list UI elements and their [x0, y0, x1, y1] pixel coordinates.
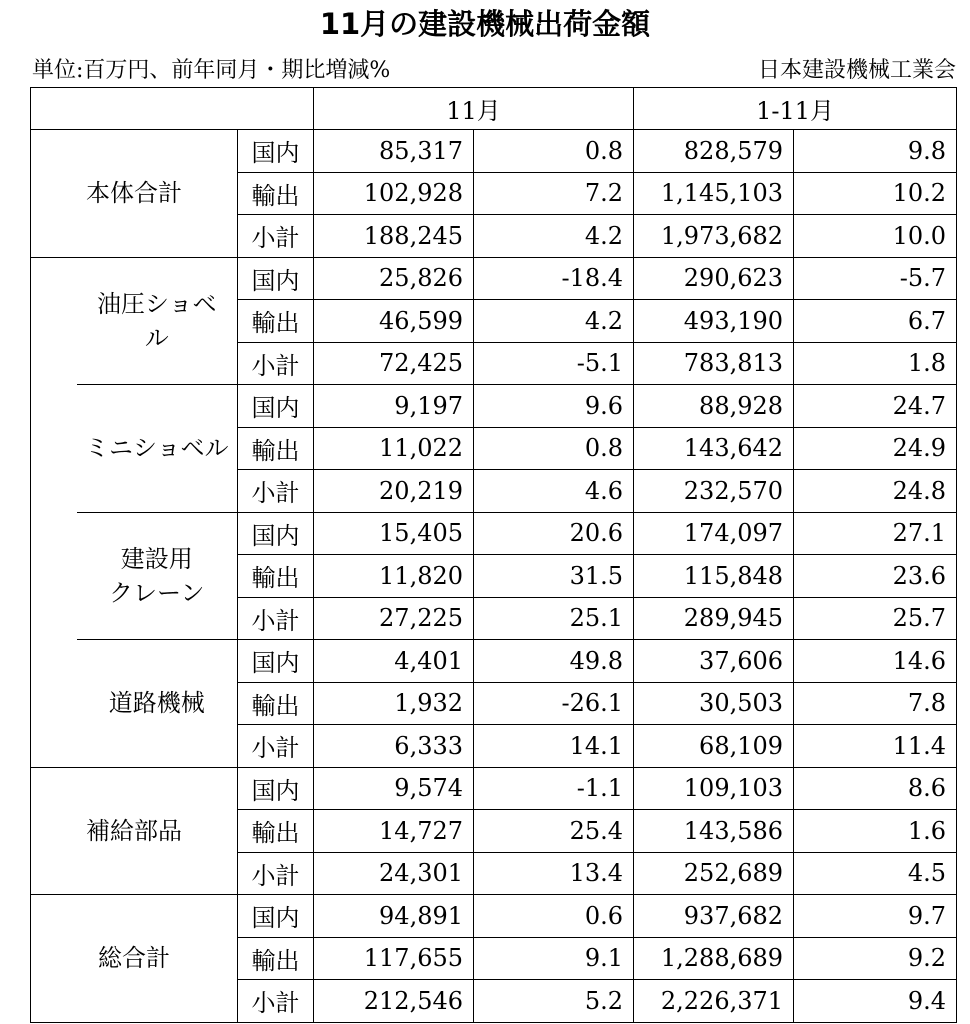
change-cumulative: 11.4	[794, 725, 957, 768]
change-cumulative: 6.7	[794, 300, 957, 343]
value-cumulative: 68,109	[634, 725, 794, 768]
type-cell: 輸出	[238, 427, 314, 470]
value-cumulative: 174,097	[634, 512, 794, 555]
table-row	[31, 512, 957, 555]
organization-name: 日本建設機械工業会	[757, 58, 956, 83]
change-month: 9.1	[474, 937, 634, 980]
change-cumulative: 9.7	[794, 895, 957, 938]
value-month: 188,245	[314, 215, 474, 258]
indent-cell	[31, 385, 77, 513]
header-month: 11月	[314, 88, 634, 130]
table-row	[31, 257, 957, 300]
change-month: 13.4	[474, 852, 634, 895]
change-month: 4.6	[474, 470, 634, 513]
value-cumulative: 232,570	[634, 470, 794, 513]
value-month: 11,022	[314, 427, 474, 470]
type-cell: 小計	[238, 470, 314, 513]
change-month: 0.8	[474, 427, 634, 470]
change-month: 20.6	[474, 512, 634, 555]
change-cumulative: 10.2	[794, 172, 957, 215]
value-cumulative: 783,813	[634, 342, 794, 385]
type-cell: 輸出	[238, 810, 314, 853]
value-cumulative: 143,642	[634, 427, 794, 470]
change-cumulative: 14.6	[794, 640, 957, 683]
value-cumulative: 143,586	[634, 810, 794, 853]
value-month: 4,401	[314, 640, 474, 683]
value-month: 15,405	[314, 512, 474, 555]
table-row	[31, 385, 957, 428]
type-cell: 小計	[238, 852, 314, 895]
change-cumulative: 10.0	[794, 215, 957, 258]
change-month: -5.1	[474, 342, 634, 385]
change-cumulative: 24.7	[794, 385, 957, 428]
table-row	[31, 767, 957, 810]
value-month: 14,727	[314, 810, 474, 853]
value-month: 6,333	[314, 725, 474, 768]
change-cumulative: 24.8	[794, 470, 957, 513]
change-cumulative: 9.4	[794, 980, 957, 1023]
type-cell: 輸出	[238, 300, 314, 343]
type-cell: 国内	[238, 767, 314, 810]
change-month: 25.4	[474, 810, 634, 853]
change-month: 0.8	[474, 130, 634, 173]
value-month: 85,317	[314, 130, 474, 173]
change-month: 49.8	[474, 640, 634, 683]
type-cell: 国内	[238, 257, 314, 300]
value-month: 20,219	[314, 470, 474, 513]
change-month: 7.2	[474, 172, 634, 215]
type-cell: 輸出	[238, 172, 314, 215]
type-cell: 小計	[238, 725, 314, 768]
value-month: 9,574	[314, 767, 474, 810]
value-cumulative: 1,973,682	[634, 215, 794, 258]
value-month: 94,891	[314, 895, 474, 938]
value-month: 46,599	[314, 300, 474, 343]
type-cell: 国内	[238, 385, 314, 428]
group-name: 道路機械	[77, 640, 238, 768]
type-cell: 国内	[238, 512, 314, 555]
change-month: 31.5	[474, 555, 634, 598]
change-month: 25.1	[474, 597, 634, 640]
unit-note: 単位:百万円、前年同月・期比増減%	[32, 58, 391, 83]
value-month: 24,301	[314, 852, 474, 895]
type-cell: 小計	[238, 342, 314, 385]
change-cumulative: 24.9	[794, 427, 957, 470]
value-cumulative: 1,145,103	[634, 172, 794, 215]
change-cumulative: 1.8	[794, 342, 957, 385]
table-row	[31, 130, 957, 173]
value-month: 9,197	[314, 385, 474, 428]
value-cumulative: 937,682	[634, 895, 794, 938]
type-cell: 小計	[238, 980, 314, 1023]
value-cumulative: 828,579	[634, 130, 794, 173]
value-cumulative: 30,503	[634, 682, 794, 725]
header-blank-cell	[31, 88, 314, 130]
group-name: 総合計	[31, 895, 238, 1023]
value-cumulative: 88,928	[634, 385, 794, 428]
value-cumulative: 290,623	[634, 257, 794, 300]
change-cumulative: 7.8	[794, 682, 957, 725]
type-cell: 小計	[238, 597, 314, 640]
change-month: 0.6	[474, 895, 634, 938]
change-month: 4.2	[474, 300, 634, 343]
value-month: 212,546	[314, 980, 474, 1023]
type-cell: 輸出	[238, 937, 314, 980]
indent-cell	[31, 512, 77, 640]
type-cell: 国内	[238, 895, 314, 938]
change-cumulative: 8.6	[794, 767, 957, 810]
value-cumulative: 493,190	[634, 300, 794, 343]
change-cumulative: -5.7	[794, 257, 957, 300]
type-cell: 輸出	[238, 555, 314, 598]
change-cumulative: 23.6	[794, 555, 957, 598]
change-cumulative: 9.2	[794, 937, 957, 980]
type-cell: 国内	[238, 130, 314, 173]
change-cumulative: 9.8	[794, 130, 957, 173]
change-month: -26.1	[474, 682, 634, 725]
group-name: 建設用 クレーン	[77, 512, 238, 640]
group-name: 本体合計	[31, 130, 238, 258]
change-cumulative: 1.6	[794, 810, 957, 853]
type-cell: 小計	[238, 215, 314, 258]
header-row	[31, 88, 957, 130]
value-cumulative: 1,288,689	[634, 937, 794, 980]
change-cumulative: 25.7	[794, 597, 957, 640]
indent-cell	[31, 257, 77, 385]
change-month: 9.6	[474, 385, 634, 428]
value-cumulative: 109,103	[634, 767, 794, 810]
change-cumulative: 4.5	[794, 852, 957, 895]
header-cumulative: 1-11月	[634, 88, 957, 130]
value-cumulative: 37,606	[634, 640, 794, 683]
change-month: -1.1	[474, 767, 634, 810]
group-name: 油圧ショベ ル	[77, 257, 238, 385]
value-month: 72,425	[314, 342, 474, 385]
group-name: ミニショベル	[77, 385, 238, 513]
change-month: 5.2	[474, 980, 634, 1023]
change-month: 14.1	[474, 725, 634, 768]
value-month: 1,932	[314, 682, 474, 725]
value-month: 27,225	[314, 597, 474, 640]
value-cumulative: 2,226,371	[634, 980, 794, 1023]
type-cell: 国内	[238, 640, 314, 683]
table-row	[31, 640, 957, 683]
value-cumulative: 115,848	[634, 555, 794, 598]
change-month: -18.4	[474, 257, 634, 300]
value-month: 117,655	[314, 937, 474, 980]
value-cumulative: 252,689	[634, 852, 794, 895]
value-month: 102,928	[314, 172, 474, 215]
table-row	[31, 895, 957, 938]
value-cumulative: 289,945	[634, 597, 794, 640]
change-month: 4.2	[474, 215, 634, 258]
page-title: 11月の建設機械出荷金額	[319, 7, 651, 41]
type-cell: 輸出	[238, 682, 314, 725]
value-month: 11,820	[314, 555, 474, 598]
shipment-table	[30, 87, 957, 1023]
value-month: 25,826	[314, 257, 474, 300]
indent-cell	[31, 640, 77, 768]
group-name: 補給部品	[31, 767, 238, 895]
change-cumulative: 27.1	[794, 512, 957, 555]
